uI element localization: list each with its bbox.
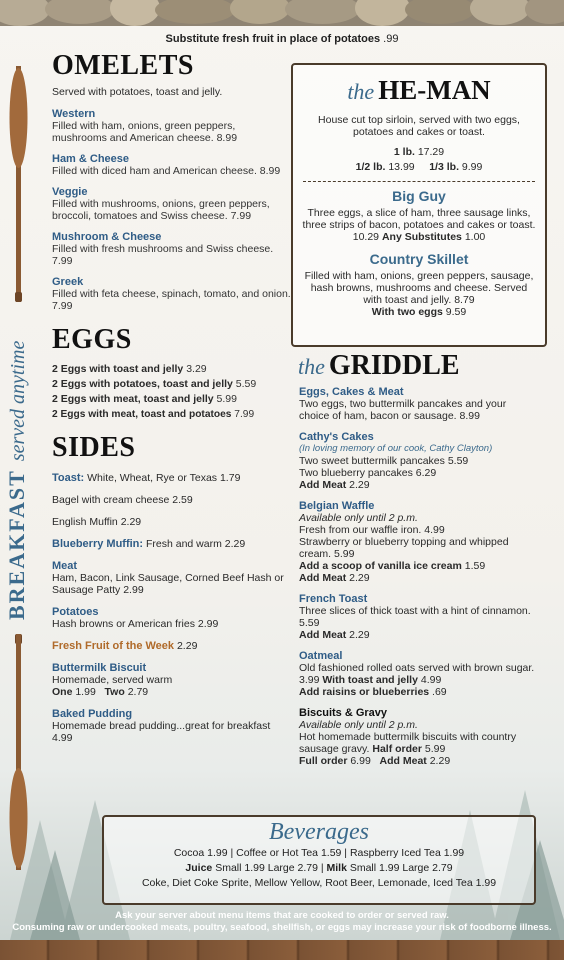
side-item-meat: Meat Ham, Bacon, Link Sausage, Corned Beef Hash or Sausage Patty 2.99 (52, 560, 284, 596)
menu-item: Western Filled with ham, onions, green peppers, mushrooms and American cheese. 8.99 (52, 108, 238, 144)
griddle-heading: the GRIDDLE (298, 350, 460, 381)
side-item-biscuit: Buttermilk Biscuit Homemade, served warm One 1.99 Two 2.79 (52, 662, 173, 698)
heman-box (291, 63, 547, 347)
griddle-column (299, 386, 539, 776)
country-skillet-heading: Country Skillet (369, 251, 469, 267)
beverages-box (102, 815, 536, 905)
heman-price-1lb: 1 lb. 17.29 (393, 146, 445, 158)
eggs-item: 2 Eggs with meat, toast and potatoes 7.99 (52, 409, 255, 420)
country-skillet-extra: With two eggs 9.59 (371, 306, 467, 318)
menu-item: Veggie Filled with mushrooms, onions, green peppers, broccoli, tomatoes and Swiss cheese. 7.99 (52, 186, 270, 222)
country-skillet-desc: Filled with ham, onions, green peppers, sausage, hash browns, mushrooms and cheese. Served with toast and jelly. 8.79 (304, 270, 534, 306)
heman-price-small: 1/2 lb. 13.99 1/3 lb. 9.99 (355, 161, 483, 173)
oar-top-icon (8, 66, 28, 302)
food-safety-note: Ask your server about menu items that are cooked to order or served raw. Consuming raw or undercooked meats, poultry, seafood, shellfish, or eggs may increase your risk of foodborne illness. (12, 910, 552, 933)
side-item-blueberry: Blueberry Muffin: Fresh and warm 2.29 (52, 538, 246, 550)
side-item-bagel: Bagel with cream cheese 2.59 (52, 494, 193, 506)
heman-heading: the HE-MAN (347, 75, 491, 105)
wood-floor-banner (0, 940, 564, 960)
beverages-soda: Coke, Diet Coke Sprite, Mellow Yellow, Root Beer, Lemonade, Iced Tea 1.99 (141, 877, 497, 889)
eggs-heading: EGGS (52, 324, 132, 355)
beverages-hot: Cocoa 1.99 | Coffee or Hot Tea 1.59 | Raspberry Iced Tea 1.99 (173, 847, 465, 859)
eggs-item: 2 Eggs with meat, toast and jelly 5.99 (52, 393, 237, 405)
big-guy-heading: Big Guy (392, 188, 446, 204)
side-item-muffin: English Muffin 2.29 (52, 516, 142, 528)
heman-desc: House cut top sirloin, served with two eggs, potatoes and cakes or toast. (318, 114, 520, 138)
griddle-item-belgian-waffle: Belgian Waffle Available only until 2 p.m. Fresh from our waffle iron. 4.99 Strawberry or blueberry topping and whipped cream. 5.99 Add a scoop of vanilla ice cream 1.59 Add Meat 2.29 (299, 500, 509, 584)
side-item-fruit: Fresh Fruit of the Week 2.29 (52, 640, 198, 652)
big-guy-desc: Three eggs, a slice of ham, three sausage links, three strips of bacon, potatoes and cakes or toast. 10.29 Any Substitutes 1.00 (302, 207, 536, 243)
eggs-item: 2 Eggs with potatoes, toast and jelly 5.59 (52, 378, 257, 390)
sides-heading: SIDES (52, 432, 136, 463)
breakfast-served-anytime: BREAKFASTserved anytime (4, 340, 29, 620)
left-column (52, 50, 292, 754)
griddle-item-oatmeal: Oatmeal Old fashioned rolled oats served with brown sugar. 3.99 With toast and jelly 4.99 Add raisins or blueberries .69 (299, 650, 535, 698)
side-item-pudding: Baked Pudding Homemade bread pudding...great for breakfast 4.99 (52, 708, 271, 744)
side-item-potatoes: Potatoes Hash browns or American fries 2.99 (52, 606, 219, 630)
griddle-item-biscuits-gravy: Biscuits & Gravy Available only until 2 p.m. Hot homemade buttermilk biscuits with country sausage gravy. Half order 5.99 Full order 6.99 Add Meat 2.29 (299, 707, 517, 767)
side-item-toast: Toast: White, Wheat, Rye or Texas 1.79 (52, 472, 241, 484)
menu-item: Greek Filled with feta cheese, spinach, tomato, and onion. 7.99 (52, 276, 291, 312)
menu-item: Ham & Cheese Filled with diced ham and American cheese. 8.99 (52, 153, 281, 177)
griddle-item-french-toast: French Toast Three slices of thick toast with a hint of cinnamon. 5.59 Add Meat 2.29 (299, 593, 531, 641)
rock-banner (0, 0, 564, 26)
eggs-item: 2 Eggs with toast and jelly 3.29 (52, 363, 207, 375)
griddle-item-cathys-cakes: Cathy's Cakes (In loving memory of our cook, Cathy Clayton) Two sweet buttermilk pancakes 5.59 Two blueberry pancakes 6.29 Add Meat 2.29 (299, 431, 493, 491)
griddle-item-eggs-cakes: Eggs, Cakes & Meat Two eggs, two buttermilk pancakes and your choice of ham, bacon or sausage. 8.99 (299, 386, 507, 422)
dashed-divider (303, 181, 535, 182)
beverages-heading: Beverages (269, 819, 369, 845)
omelets-intro: Served with potatoes, toast and jelly. (52, 86, 223, 98)
fruit-substitute-note: Substitute fresh fruit in place of potatoes .99 (165, 33, 399, 45)
menu-item: Mushroom & Cheese Filled with fresh mushrooms and Swiss cheese. 7.99 (52, 231, 274, 267)
beverages-juice-milk: Juice Small 1.99 Large 2.79 | Milk Small 1.99 Large 2.79 (185, 862, 453, 874)
omelets-heading: OMELETS (52, 50, 194, 81)
